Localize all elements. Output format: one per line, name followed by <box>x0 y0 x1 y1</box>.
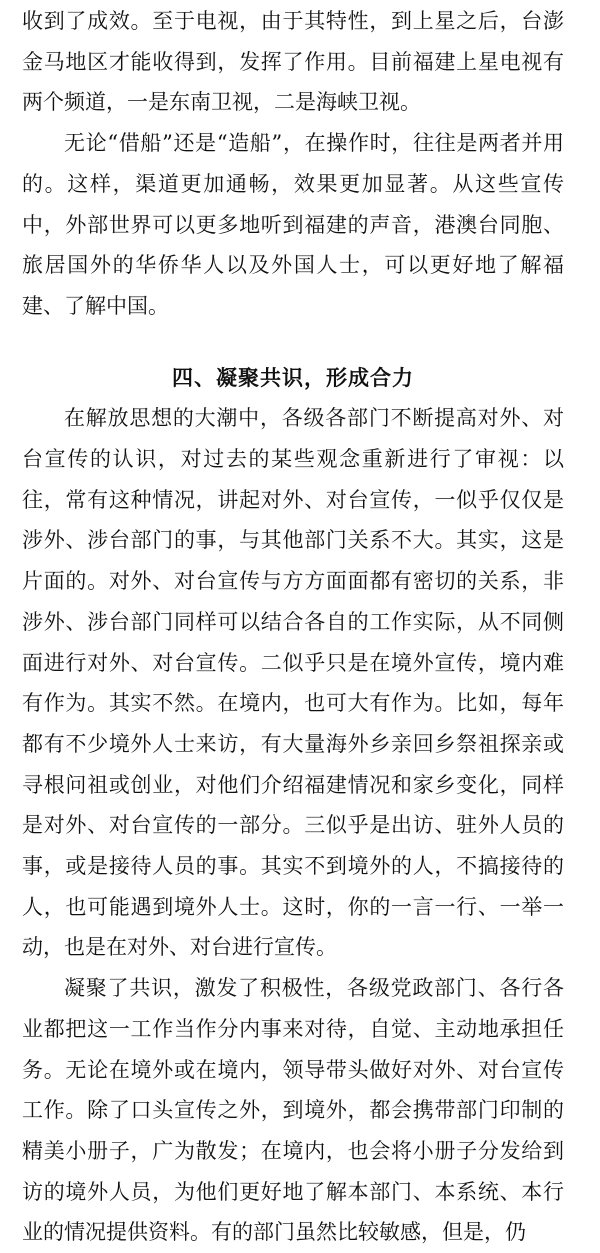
paragraph-joint-effort: 凝聚了共识，激发了积极性，各级党政部门、各行各业都把这一工作当作分内事来对待，自觉、主动地承担任务。无论在境外或在境内，领导带头做好对外、对台宣传工作。除了口头宣传之外，到境外，都会携带部门印制的精美小册子，广为散发；在境内，也会将小册子分发给到访的境外人员，为他们更好地了解本部门、本系统、本行业的情况提供资料。有的部门虽然比较敏感，但是，仍 <box>22 976 564 1245</box>
section-heading: 四、凝聚共识，形成合力 <box>172 364 414 390</box>
paragraph-continued: 收到了成效。至于电视，由于其特性，到上星之后，台澎金马地区才能收得到，发挥了作用。目前福建上星电视有两个频道，一是东南卫视，二是海峡卫视。 <box>22 9 564 115</box>
paragraph-borrow-build-ships: 无论“借船”还是“造船”，在操作时，往往是两者并用的。这样，渠道更加通畅，效果更加显著。从这些宣传中，外部世界可以更多地听到福建的声音，港澳台同胞、旅居国外的华侨华人以及外国人士，可以更好地了解福建、了解中国。 <box>22 131 564 318</box>
paragraph-consensus: 在解放思想的大潮中，各级各部门不断提高对外、对台宣传的认识，对过去的某些观念重新进行了审视：以往，常有这种情况，讲起对外、对台宣传，一似乎仅仅是涉外、涉台部门的事，与其他部门关系不大。其实，这是片面的。对外、对台宣传与方方面面都有密切的关系，非涉外、涉台部门同样可以结合各自的工作实际，从不同侧面进行对外、对台宣传。二似乎只是在境外宣传，境内难有作为。其实不然。在境内，也可大有作为。比如，每年都有不少境外人士来访，有大量海外乡亲回乡祭祖探亲或寻根问祖或创业，对他们介绍福建情况和家乡变化，同样是对外、对台宣传的一部分。三似乎是出访、驻外人员的事，或是接待人员的事。其实不到境外的人，不搞接待的人，也可能遇到境外人士。这时，你的一言一行、一举一动，也是在对外、对台进行宣传。 <box>22 406 564 960</box>
